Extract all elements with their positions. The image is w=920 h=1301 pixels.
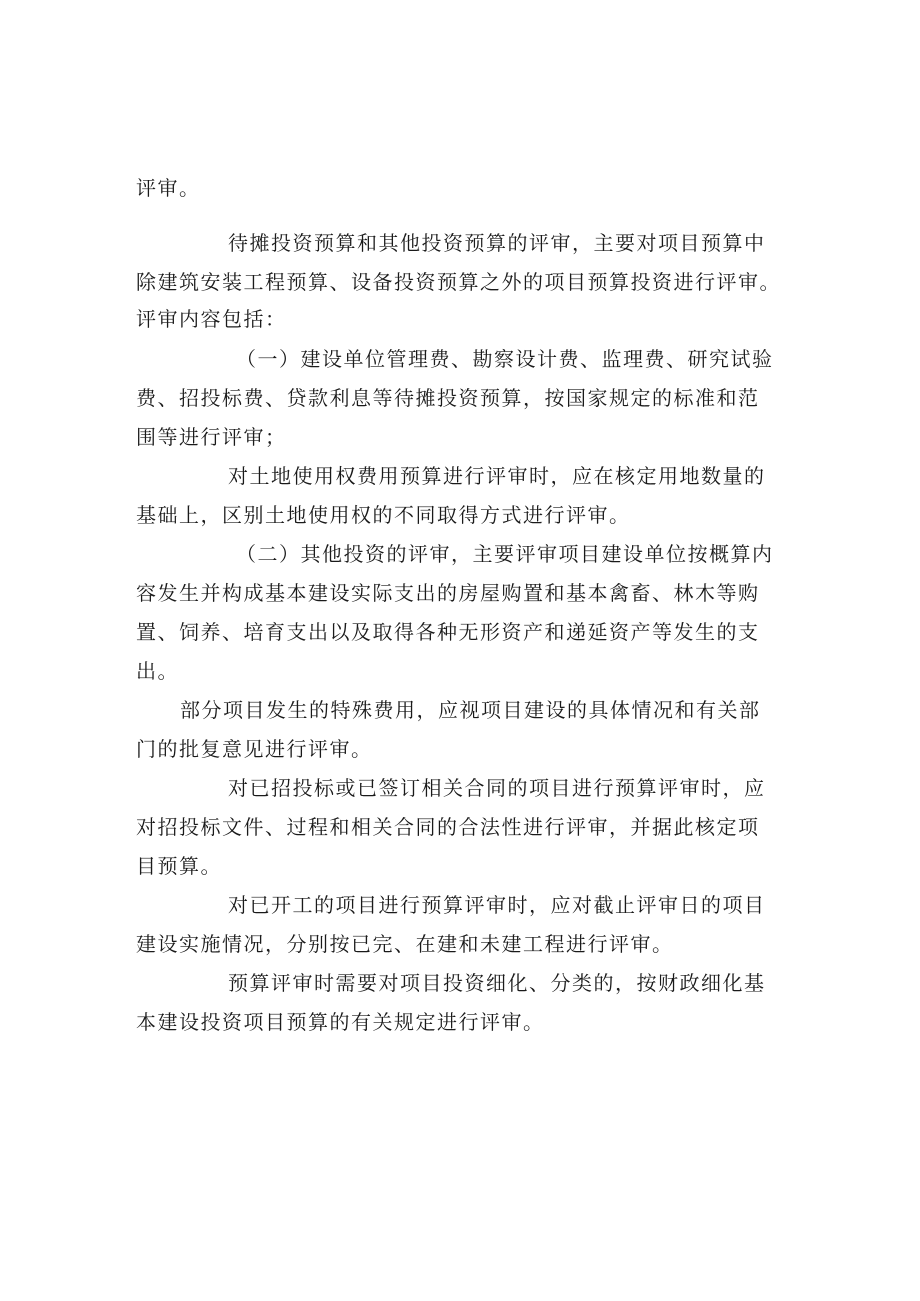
text-line: 对招投标文件、过程和相关合同的合法性进行评审，并据此核定项: [136, 815, 760, 839]
text-line: （二）其他投资的评审，主要评审项目建设单位按概算内: [236, 542, 774, 566]
text-line: 待摊投资预算和其他投资预算的评审，主要对项目预算中: [228, 231, 766, 255]
text-line: 出。: [136, 659, 179, 683]
text-line: 容发生并构成基本建设实际支出的房屋购置和基本禽畜、林木等购: [136, 581, 760, 605]
text-line: 预算评审时需要对项目投资细化、分类的，按财政细化基: [228, 971, 766, 995]
text-line: 对土地使用权费用预算进行评审时，应在核定用地数量的: [228, 464, 766, 488]
text-line: 除建筑安装工程预算、设备投资预算之外的项目预算投资进行评审。: [136, 270, 781, 294]
text-line: 门的批复意见进行评审。: [136, 737, 373, 761]
text-line: （一）建设单位管理费、勘察设计费、监理费、研究试验: [236, 347, 774, 371]
text-line: 建设实施情况，分别按已完、在建和未建工程进行评审。: [136, 932, 674, 956]
text-line: 对已招投标或已签订相关合同的项目进行预算评审时，应: [228, 776, 766, 800]
text-line: 围等进行评审；: [136, 425, 287, 449]
text-line: 评审内容包括：: [136, 307, 287, 331]
text-line: 部分项目发生的特殊费用，应视项目建设的具体情况和有关部: [180, 698, 761, 722]
text-line: 费、招投标费、贷款利息等待摊投资预算，按国家规定的标准和范: [136, 386, 760, 410]
text-line: 本建设投资项目预算的有关规定进行评审。: [136, 1010, 545, 1034]
text-line: 对已开工的项目进行预算评审时，应对截止评审日的项目: [228, 893, 766, 917]
text-line: 置、饲养、培育支出以及取得各种无形资产和递延资产等发生的支: [136, 620, 760, 644]
text-line: 评审。: [136, 176, 201, 200]
text-line: 基础上，区别土地使用权的不同取得方式进行评审。: [136, 503, 631, 527]
text-line: 目预算。: [136, 854, 222, 878]
